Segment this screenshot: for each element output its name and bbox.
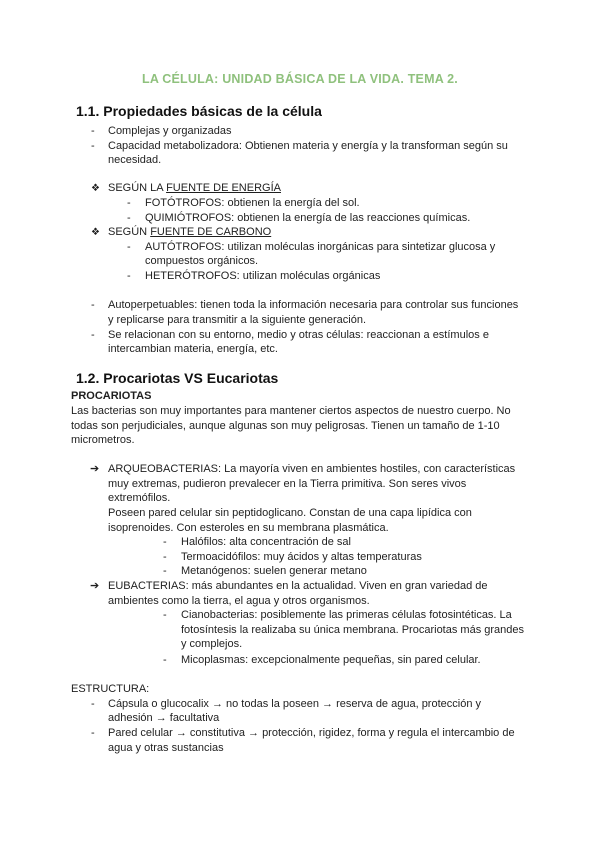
document-title: LA CÉLULA: UNIDAD BÁSICA DE LA VIDA. TEMA 2. [142,72,458,86]
section-1-2-heading: 1.2. Procariotas VS Eucariotas [76,370,279,386]
carbono-heading [108,225,271,240]
intro-line-1: Las bacterias son muy importantes para mantener ciertos aspectos de nuestro cuerpo. No [71,405,511,417]
diamond-bullet-icon: ❖ [91,227,100,238]
dash-bullet: - [163,551,167,563]
eu-item-cianobacterias-cont-2: y complejos. [181,638,243,650]
diamond-bullet-icon: ❖ [91,183,100,194]
dash-bullet: - [163,654,167,666]
dash-bullet: - [127,270,131,282]
property-metabolizadora: Capacidad metabolizadora: Obtienen materia y energía y la transforman según su [108,140,508,152]
arqueo-line-5: isoprenoides. Con esteroles en su membrana plasmática. [108,522,389,534]
dash-bullet: - [91,698,95,710]
energia-heading [108,181,281,196]
procariotas-subheading: PROCARIOTAS [71,390,152,402]
property-complejas: Complejas y organizadas [108,125,232,137]
dash-bullet: - [163,536,167,548]
dash-bullet: - [163,565,167,577]
estructura-pared: Pared celular → constitutiva → protección, rigidez, forma y regula el intercambio de [108,727,515,739]
carbono-underlined: FUENTE DE CARBONO [150,226,272,238]
eu-line-1: EUBACTERIAS: más abundantes en la actualidad. Viven en gran variedad de [108,580,488,592]
energia-prefix: SEGÚN LA [108,182,167,194]
dash-bullet: - [127,212,131,224]
eu-item-cianobacterias-cont-1: fotosíntesis la realizaba su única membrana. Procariotas más grandes [181,624,525,636]
arqueo-line-1: ARQUEOBACTERIAS: La mayoría viven en ambientes hostiles, con características [108,463,516,475]
estructura-label: ESTRUCTURA: [71,683,150,695]
dash-bullet: - [127,241,131,253]
arqueo-item-termoacidofilos: Termoacidófilos: muy ácidos y altas temperaturas [181,551,422,563]
arqueo-item-metanogenos: Metanógenos: suelen generar metano [181,565,367,577]
estructura-capsula-cont: adhesión → facultativa [108,712,220,724]
carbono-item-heterotrofos: HETERÓTROFOS: utilizan moléculas orgánicas [145,270,381,282]
dash-bullet: - [91,140,95,152]
arrow-bullet-icon: ➔ [90,463,100,475]
carbono-prefix: SEGÚN [108,226,151,238]
property-autoperpetuables: Autoperpetuables: tienen toda la información necesaria para controlar sus funciones [108,299,519,311]
dash-bullet: - [127,197,131,209]
estructura-capsula: Cápsula o glucocalix → no todas la poseen → reserva de agua, protección y [108,698,481,710]
eu-line-2: ambientes como la tierra, el agua y otros organismos. [108,595,370,607]
property-metabolizadora-cont: necesidad. [108,154,162,166]
eu-item-micoplasmas: Micoplasmas: excepcionalmente pequeñas, sin pared celular. [181,654,481,666]
intro-line-2: todas son perjudiciales, aunque algunas son muy peligrosas. Tienen un tamaño de 1-10 [71,420,500,432]
property-entorno: Se relacionan con su entorno, medio y otras células: reaccionan a estímulos e [108,329,489,341]
intro-line-3: micrometros. [71,434,135,446]
carbono-item-autotrofos: AUTÓTROFOS: utilizan moléculas inorgánicas para sintetizar glucosa y [145,241,496,253]
section-1-1-heading: 1.1. Propiedades básicas de la célula [76,103,322,119]
property-autoperpetuables-cont: y replicarse para transmitir a la siguiente generación. [108,314,367,326]
property-entorno-cont: intercambian materia, energía, etc. [108,343,278,355]
eu-item-cianobacterias: Cianobacterias: posiblemente las primeras células fotosintéticas. La [181,609,512,621]
energia-item-fototrofos: FOTÓTROFOS: obtienen la energía del sol. [145,197,360,209]
dash-bullet: - [163,609,167,621]
arqueo-line-2: muy extremas, pudieron prevalecer en la Tierra primitiva. Son seres vivos [108,478,467,490]
energia-item-quimiotrofos: QUIMIÓTROFOS: obtienen la energía de las reacciones químicas. [145,212,471,224]
energia-underlined: FUENTE DE ENERGÍA [166,182,281,194]
arqueo-line-4: Poseen pared celular sin peptidoglicano. Constan de una capa lipídica con [108,507,472,519]
dash-bullet: - [91,125,95,137]
estructura-pared-cont: agua y otras sustancias [108,742,224,754]
dash-bullet: - [91,329,95,341]
arqueo-line-3: extremófilos. [108,492,171,504]
dash-bullet: - [91,727,95,739]
carbono-item-autotrofos-cont: compuestos orgánicos. [145,255,259,267]
arqueo-item-halofilos: Halófilos: alta concentración de sal [181,536,351,548]
arrow-bullet-icon: ➔ [90,580,100,592]
dash-bullet: - [91,299,95,311]
